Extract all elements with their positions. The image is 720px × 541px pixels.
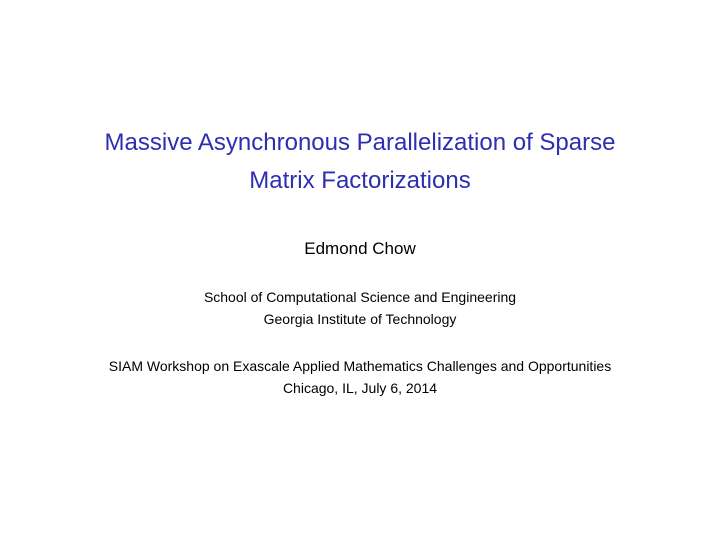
slide-title-line-2: Matrix Factorizations: [249, 167, 471, 194]
author-affiliation: [0, 286, 720, 330]
event-line-2: Chicago, IL, July 6, 2014: [282, 380, 438, 396]
author-name: Edmond Chow: [304, 239, 416, 258]
event-line-1: SIAM Workshop on Exascale Applied Mathematics Challenges and Opportunities: [108, 358, 612, 374]
slide-title-line-1: Massive Asynchronous Parallelization of Sparse: [104, 129, 616, 156]
event-info: [0, 355, 720, 399]
affiliation-line-2: Georgia Institute of Technology: [263, 311, 457, 327]
slide-title: [40, 124, 680, 200]
affiliation-line-1: School of Computational Science and Engineering: [203, 289, 517, 305]
